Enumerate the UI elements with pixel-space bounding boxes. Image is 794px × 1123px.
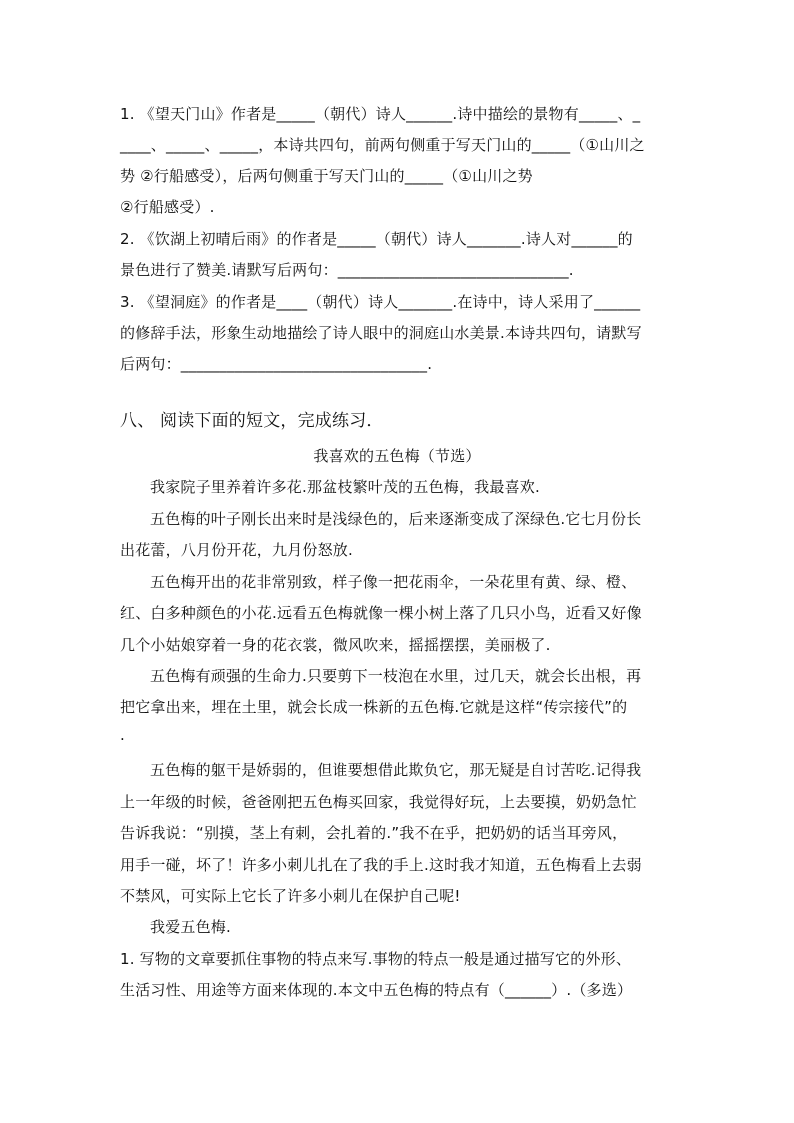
q1-line-3: 势 ②行船感受），后两句侧重于写天门山的_____（①山川之势 xyxy=(120,167,533,185)
passage-line: 五色梅开出的花非常别致，样子像一把花雨伞，一朵花里有黄、绿、橙、 xyxy=(150,573,637,591)
passage-line: 五色梅的躯干是娇弱的，但谁要想借此欺负它，那无疑是自讨苦吃.记得我 xyxy=(150,761,642,779)
exercise-1-line-1: 1. 写物的文章要抓住事物的特点来写.事物的特点一般是通过描写它的外形、 xyxy=(120,950,632,968)
q1-line-4: ②行船感受）. xyxy=(120,198,215,216)
passage-line: 把它拿出来，埋在土里，就会长成一株新的五色梅.它就是这样“传宗接代”的 xyxy=(120,698,628,716)
q2-line-1: 2. 《饮湖上初晴后雨》的作者是_____（朝代）诗人_______.诗人对______的 xyxy=(120,230,633,248)
passage-line: . xyxy=(120,726,125,744)
passage-line: 告诉我说：“别摸，茎上有刺，会扎着的.”我不在乎，把奶奶的话当耳旁风， xyxy=(120,824,628,842)
q1-line-2: ____、_____、_____，本诗共四句，前两句侧重于写天门山的_____（①山川之 xyxy=(120,136,645,154)
exercise-1-line-2: 生活习性、用途等方面来体现的.本文中五色梅的特点有（______）.（多选） xyxy=(120,981,633,999)
q1-line-1: 1. 《望天门山》作者是_____（朝代）诗人______.诗中描绘的景物有_____、_ xyxy=(120,105,641,123)
q2-line-2: 景色进行了赞美.请默写后两句：______________________________. xyxy=(120,261,574,279)
passage-line: 用手一碰，坏了！许多小刺儿扎在了我的手上.这时我才知道，五色梅看上去弱 xyxy=(120,856,642,874)
q3-line-1: 3. 《望洞庭》的作者是____（朝代）诗人_______.在诗中，诗人采用了______ xyxy=(120,293,641,311)
passage-line: 上一年级的时候，爸爸刚把五色梅买回家，我觉得好玩，上去要摸，奶奶急忙 xyxy=(120,793,637,811)
q3-line-3: 后两句：________________________________. xyxy=(120,355,433,373)
passage-line: 我家院子里养着许多花.那盆枝繁叶茂的五色梅，我最喜欢. xyxy=(150,478,540,496)
passage-line: 五色梅有顽强的生命力.只要剪下一枝泡在水里，过几天，就会长出根，再 xyxy=(150,667,642,685)
passage-line: 红、白多种颜色的小花.远看五色梅就像一棵小树上落了几只小鸟，近看又好像 xyxy=(120,604,642,622)
passage-line: 几个小姑娘穿着一身的花衣裳，微风吹来，摇摇摆摆，美丽极了. xyxy=(120,636,551,654)
q3-line-2: 的修辞手法，形象生动地描绘了诗人眼中的洞庭山水美景.本诗共四句，请默写 xyxy=(120,324,642,342)
passage-line: 出花蕾，八月份开花，九月份怒放. xyxy=(120,541,353,559)
passage-line: 不禁风，可实际上它长了许多小刺儿在保护自己呢! xyxy=(120,887,461,905)
passage-line: 我爱五色梅. xyxy=(150,918,231,936)
section-heading: 八、 阅读下面的短文，完成练习． xyxy=(120,411,384,431)
passage-line: 五色梅的叶子刚长出来时是浅绿色的，后来逐渐变成了深绿色.它七月份长 xyxy=(150,510,642,528)
passage-title: 我喜欢的五色梅（节选） xyxy=(313,447,481,465)
